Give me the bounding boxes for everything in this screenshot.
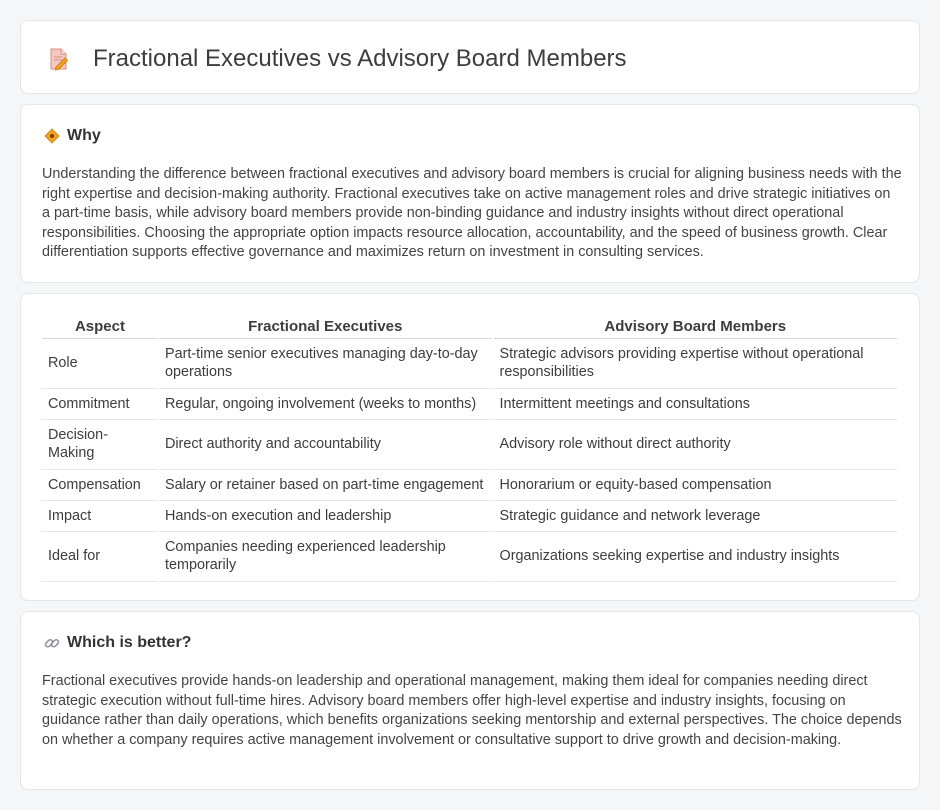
- comparison-table: [42, 315, 899, 582]
- comparison-section: [20, 293, 920, 601]
- table-cell: Part-time senior executives managing day-to-day operations: [158, 338, 493, 388]
- which-is-better-section: [20, 611, 920, 790]
- table-cell: Role: [42, 338, 158, 388]
- table-cell: Hands-on execution and leadership: [158, 500, 493, 531]
- table-cell: Strategic advisors providing expertise without operational responsibilities: [493, 338, 898, 388]
- table-cell: Honorarium or equity-based compensation: [493, 469, 898, 500]
- table-cell: Regular, ongoing involvement (weeks to months): [158, 388, 493, 419]
- why-section: [20, 104, 920, 283]
- table-cell: Intermittent meetings and consultations: [493, 388, 898, 419]
- why-title: Why: [67, 127, 101, 144]
- why-body: Understanding the difference between fractional executives and advisory board members is crucial for aligning business needs with the right expertise and decision-making authority. Fractional executives take on active management roles and drive strategic initiatives on a part-time basis, while advisory board members provide non-binding guidance and industry insights without direct operational responsibilities. Choosing the appropriate option impacts resource allocation, accountability, and the speed of business growth. Clear differentiation supports effective governance and maximizes return on investment in consulting services.: [42, 166, 902, 260]
- table-cell: Ideal for: [42, 531, 158, 581]
- diamond-sign-icon: [43, 127, 61, 145]
- table-cell: Compensation: [42, 469, 158, 500]
- table-cell: Strategic guidance and network leverage: [493, 500, 898, 531]
- table-cell: Organizations seeking expertise and industry insights: [493, 531, 898, 581]
- table-cell: Direct authority and accountability: [158, 419, 493, 469]
- better-body: Fractional executives provide hands-on leadership and operational management, making them ideal for companies needing direct strategic execution without full-time hires. Advisory board members offer high-level expertise and industry insights, focusing on guidance rather than daily operations, which benefits organizations seeking mentorship and external perspectives. The choice depends on whether a company requires active management involvement or consultative support to drive growth and decision-making.: [42, 673, 902, 748]
- table-header-row: [42, 315, 898, 338]
- table-cell: Impact: [42, 500, 158, 531]
- table-cell: Advisory role without direct authority: [493, 419, 898, 469]
- table-cell: Companies needing experienced leadership temporarily: [158, 531, 493, 581]
- table-row: [42, 388, 898, 419]
- column-header: Advisory Board Members: [493, 315, 898, 338]
- table-cell: Commitment: [42, 388, 158, 419]
- table-row: [42, 469, 898, 500]
- table-cell: Decision-Making: [42, 419, 158, 469]
- column-header: Fractional Executives: [158, 315, 493, 338]
- column-header: Aspect: [42, 315, 158, 338]
- link-icon: [43, 634, 61, 652]
- table-row: [42, 338, 898, 388]
- better-title: Which is better?: [67, 634, 192, 651]
- document-pencil-icon: [45, 46, 71, 72]
- page-title: Fractional Executives vs Advisory Board Members: [93, 45, 627, 72]
- table-row: [42, 531, 898, 581]
- table-cell: Salary or retainer based on part-time engagement: [158, 469, 493, 500]
- table-row: [42, 500, 898, 531]
- header-card: [20, 20, 920, 94]
- table-row: [42, 419, 898, 469]
